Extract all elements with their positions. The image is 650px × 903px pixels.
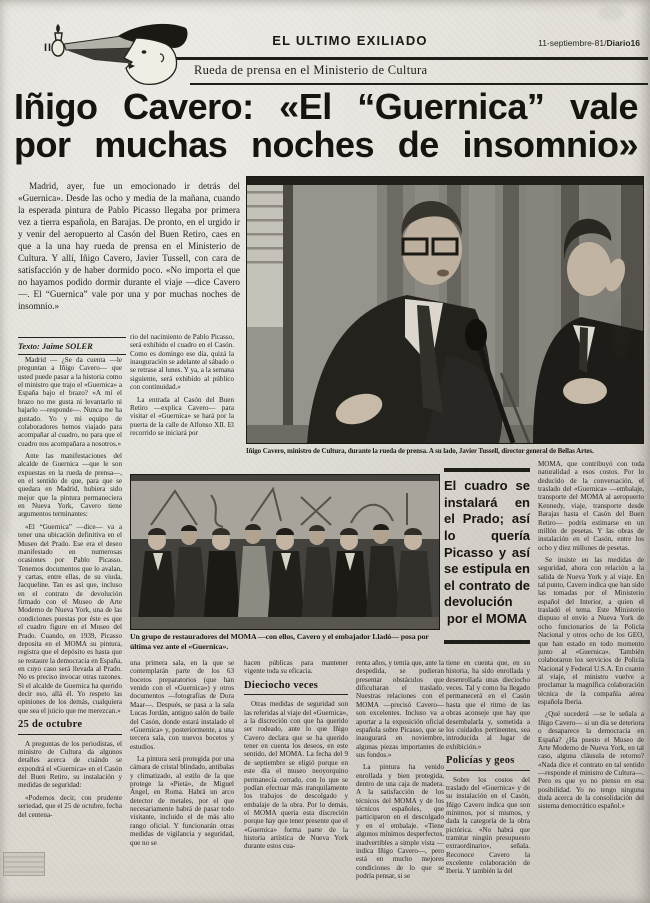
article-column-1 [18, 356, 122, 888]
main-photo-caption: Iñigo Cavero, ministro de Cultura, durante la rueda de prensa. A su lado, Javier Tussell, director general de Bellas Artes. [246, 447, 594, 455]
page-marker: II [44, 42, 53, 54]
article-column-3 [244, 659, 348, 897]
headline [14, 88, 638, 164]
paragraph: tiene en cuenta que, en su historia, ha sido enrollada y desenrollada unas dieciocho veces. Tal y como ha llegado permanecerá en el Casón hasta que el ritmo de las obras aconseje que hay que desembalarla y, sometida a los cuidados pertinentes, sea introducida al lugar de exhibición.» [446, 659, 530, 751]
article-column-2-lower [130, 659, 234, 897]
edition-date-text: 11-septiembre-81/ [538, 38, 607, 48]
paragraph: Se insiste en las medidas de seguridad, ahora con relación a la salida de Nueva York y al viaje. En tal punto, Cavero indica que han sido las tomadas por el Ministerio español del Interior, a quien el trasladó el tema. Este Ministerio dispuso el envío a Nueva York de ocho funcionarios de la Policía Nacional y otros ocho de los GEO, que han estado en todo momento junto al «Guernica». También colaboraron los servicios de Policía Nacional y Federal U.S.A. En cuanto al viaje, el ministro vuelve a proclamar la magnífica colaboración técnica de la compañía aérea española Iberia. [538, 555, 644, 707]
lead-text: Madrid, ayer, fue un emocionado ir detrás del «Guernica». Desde las ocho y media de la mañana, cuando la esperada pintura de Pablo Picasso llegaba por primera vez a tierra española, en Barajas. De pronto, en el urgido ir y venir del aeropuerto al Casón del Buen Retiro, caes en que a la una hay rueda de prensa en el Ministerio de Cultura. Y allí, Iñigo Cavero, Javier Tussell, con cara de satisfacción y de haber dormido poco. «No importa el que no hayamos podido dormir durante el viaje —dice Cavero—. El “Guernica” vale por una y por muchas noches de insomnio.» [18, 181, 240, 311]
paragraph: ¿Qué sucederá —se le señala a Iñigo Cavero— si un día se deteriora o desaparece la democracia en España? ¿Ha puesto el Museo de Arte Moderno de Nueva York, en tal caso, alguna cláusula de retorno? «Nada dice el contrato en tal sentido —responde el ministro de Cultura—. Pero es que yo no pienso en esa posibilidad. Yo no tengo ninguna duda acerca de la consolidación del sistema democrático español.» [538, 710, 644, 811]
restorers-group-scene [131, 475, 439, 629]
pullquote-rule-bottom [444, 640, 530, 644]
paragraph: MOMA, que contribuyó con toda naturalidad a esos costos. Por lo deducido de la conversación, el traslado del «Guernica» —embalaje, transporte del MOMA al aeropuerto Kennedy, viaje, transporte desde Barajas hasta el Casón del Buen Retiro— podría estimarse en un millón de pesetas. Y las obras de instalación en el Casón, entre los ocho y diez millones de pesetas. [538, 460, 644, 552]
headline-line-2: por muchas noches de insomnio» [14, 124, 638, 166]
edition-brand: Diario16 [606, 38, 640, 48]
paragraph: La entrada al Casón del Buen Retiro —explica Cavero— para visitar el «Guernica» se hará por la puerta de la calle de Alfonso XII. El recorrido se iniciará por [130, 395, 234, 437]
pullquote: El cuadro se instalará en el Prado; así lo quería Picasso y así se estipula en el contrato de devolución por el MOMA [444, 478, 530, 626]
pullquote-rule-top [444, 468, 530, 472]
subhead-dieciocho-veces: Dieciocho veces [244, 680, 348, 696]
paragraph: rio del nacimiento de Pablo Picasso, será exhibido el cuadro en el Casón. Como es domingo ese día, quizá la inauguración se adelante al sábado o se retrase al lunes. Y ya, a la semana siguiente, será exhibido al público con continuidad.» [130, 333, 234, 392]
paragraph: Madrid — ¿Se da cuenta —le preguntan a Iñigo Cavero— que usted puede pasar a la historia como el ministro que trajo el «Guernica» a España bajo el brazo? «A mí el brazo no me gusta ni levantarlo ni bajarlo —responde—. Nunca me ha gustado. Yo y mi equipo de colaboradores hemos viajado para acompañar al cuadro, no para que el cuadro nos acompañara a nosotros.» [18, 356, 122, 448]
paragraph: Otras medidas de seguridad son las referidas al viaje del «Guernica», a la discreción con que ha querido ser rodeado, ante lo que Iñigo Cavero declara que se ha querido tener en cuenta los deseos, en este sentido, del MOMA. La fecha del 9 de septiembre se eligió porque en este día el museo neoyorquino permanecía cerrado, con lo que se podían efectuar más tranquilamente los trabajos de descolgado y embalaje de la obra. Por lo demás, el MOMA quería esta discreción porque hay que tener presente que el «Guernica» forma parte de la historia artística de Nueva York durante estos cua- [244, 700, 348, 851]
paragraph: «El “Guernica” —dice— va a tener una ubicación definitiva en el Museo del Prado. Ese era el deseo manifestado en numerosas ocasiones por Pablo Picasso. Tenemos documentos que lo avalan, y cartas, entre ellas, de su viuda, Jacqueline. Tan es así que, incluso en el contrato de devolución firmado con el Museo de Arte Moderno de Nueva York, una de las condiciones puestas por éste es que el cuadro figure en el Museo del Prado. Cuando, en 1939, Picasso deposita en el MOMA su pintura, registra que el depósito es hasta que se restaure la democracia en España, en cuyo caso será llevada al Prado. No es preciso invocar otras razones. Si el alcalde de Guernica ha querido decir eso, allá él. Yo respeto las opiniones de los demás, cualquiera que sea el juicio que me merezcan.» [18, 522, 122, 715]
lamp-flame [56, 24, 60, 33]
article-column-2-upper [130, 333, 234, 473]
section-title: EL ULTIMO EXILIADO [272, 33, 428, 48]
paragraph: renta años, y temía que, ante la despedida, se pudieran presentar obstáculos que dificultaran el traslado. Nuestras relaciones con el MOMA —precisó Cavero— son excelentes. Incluso va a aportar a la exposición oficial española sobre Picasso, que se inaugurará en noviembre, algunas piezas importantes de sus fondos.» [356, 659, 444, 759]
fist [52, 40, 64, 56]
paragraph: Ante las manifestaciones del alcalde de Guernica —que le son expuestas en la rueda de prensa—, en el sentido de que, para que se quedara en Madrid, hubiera sido mejor que la pintura permaneciera en Nueva York, Cavero tiene argumentos terminantes: [18, 451, 122, 519]
lead-paragraph [18, 181, 240, 333]
archive-stamp [3, 852, 45, 876]
paragraph: A preguntas de los periodistas, el ministro de Cultura da algunos detalles acerca de cuándo se expondrá el «Guernica» en el Casón del Buen Retiro, su instalación y medidas de seguridad: [18, 739, 122, 790]
paragraph: Sobre los costos del traslado del «Guernica» y de su instalación en el Casón, Iñigo Cavero indica que son mínimos, por sí mismos, y dada la categoría de la obra pictórica. «No habrá que tramitar ningún presupuesto extraordinario», señala. Reconoce Cavero la excelente colaboración de Iberia. Y también la del [446, 775, 530, 876]
subhead-policias-y-geos: Policías y geos [446, 755, 530, 771]
scan-smudge [612, 300, 630, 360]
face-profile [124, 38, 177, 84]
masthead-rule-top [150, 57, 648, 60]
restorers-group-photo [130, 474, 440, 630]
edition-date [500, 38, 640, 48]
guernica-lamp-illustration [36, 22, 192, 94]
paragraph: hacen públicas para mantener vigente toda su eficacia. [244, 659, 348, 676]
scan-smudge [2, 420, 12, 540]
scan-smudge [598, 6, 624, 20]
group-photo-caption: Un grupo de restauradores del MOMA —con ellos, Cavero y el embajador Lladó— posa por última vez ante el «Guernica». [130, 632, 429, 651]
byline: Texto: Jaime SOLER [18, 337, 126, 355]
paragraph: La pintura ha venido enrollada y bien protegida, dentro de una caja de madera. A la satisfacción de los técnicos del MOMA y de los técnicos españoles, que participaron en el descolgado y en el embalaje. «Tiene algunos mínimos desperfectos, inadvertibles a simple vista —indica Iñigo Cavero—, pero está en mucho mejores condiciones de lo que se podría pensar, si se [356, 763, 444, 880]
eye [142, 50, 147, 54]
kicker: Rueda de prensa en el Ministerio de Cultura [194, 63, 428, 77]
subhead-25-de-octubre: 25 de octubre [18, 719, 122, 735]
headline-line-1: Iñigo Cavero: «El “Guernica” vale [14, 86, 638, 127]
kicker-rule [190, 83, 648, 85]
article-column-6 [538, 460, 644, 897]
article-column-5 [446, 659, 530, 897]
press-conference-scene [247, 177, 643, 443]
article-column-4 [356, 659, 444, 897]
paragraph: «Podemos decir, con prudente seriedad, que el 25 de octubre, fecha del centena- [18, 793, 122, 819]
press-conference-photo [246, 176, 644, 444]
paragraph: La pintura será protegida por una cámara de cristal blindado, antibalas y climatizado, al estilo de la que protege la «Pietà», de Miguel Ángel, en Roma. Habrá un arco detector de metales, por el que necesariamente habrá de pasar todo visitante, incluido el de más alto rango oficial. Y funcionarán otras medidas de vigilancia y seguridad, que no se [130, 754, 234, 847]
paragraph: una primera sala, en la que se contemplarán parte de los 63 bocetos preparatorios (que han venido con el «Guernica») y otros documentos —fotografías de Dora Maar—. Después, se pasa a la sala Lucas Jordán, antiguo salón de baile del Casón, donde estará instalado el «Guernica» y, posteriormente, a una tercera sala, con nuevos bocetos y estudios. [130, 659, 234, 751]
